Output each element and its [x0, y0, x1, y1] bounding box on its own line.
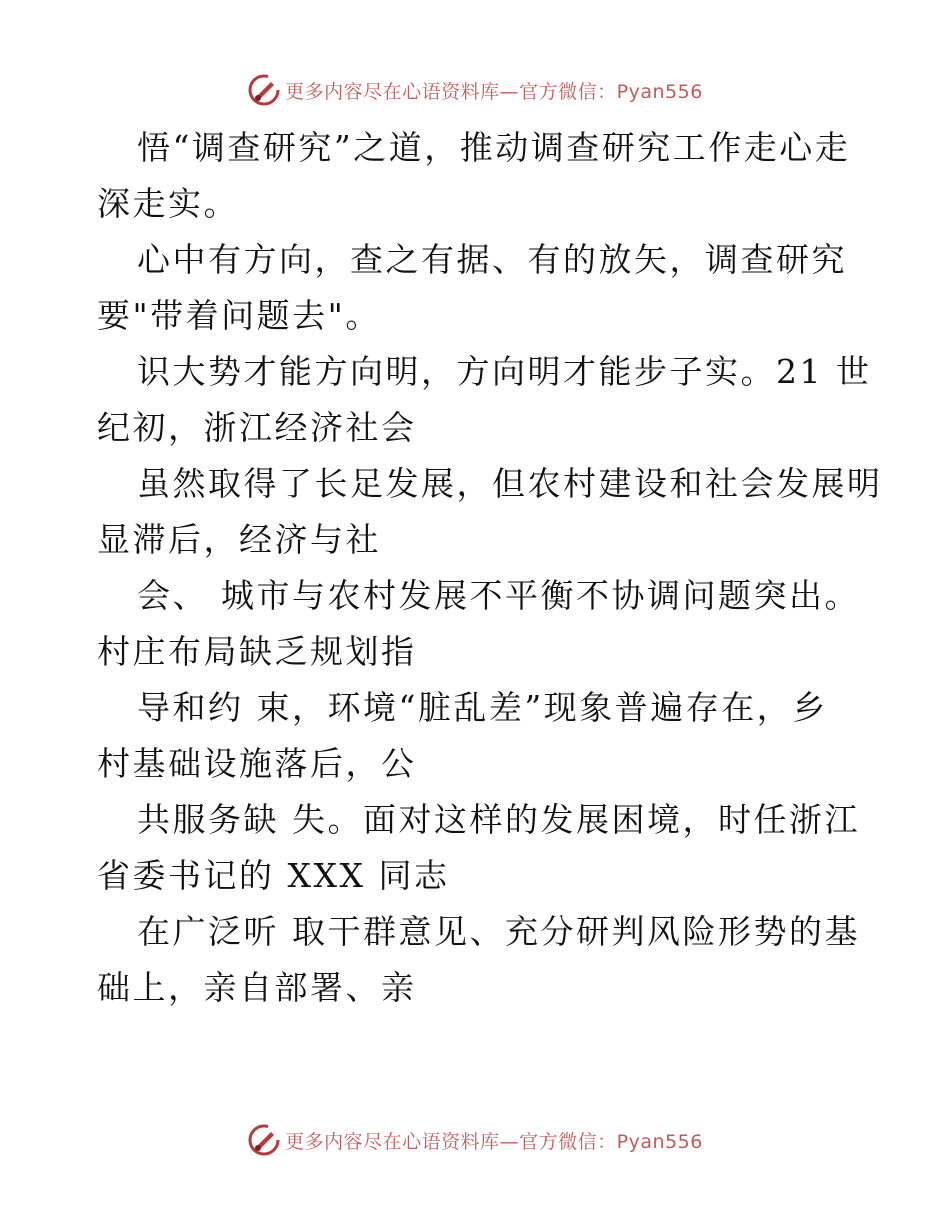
document-body [97, 120, 883, 1016]
paragraph: 虽然取得了长足发展，但农村建设和社会发展明 显滞后，经济与社 [97, 464, 883, 559]
paragraph: 会、 城市与农村发展不平衡不协调问题突出。 村庄布局缺乏规划指 [97, 576, 860, 671]
watermark-text: 更多内容尽在心语资料库—官方微信：Pyan556 [285, 80, 703, 103]
header-watermark [0, 70, 950, 110]
paragraph: 在广泛听 取干群意见、充分研判风险形势的基 础上，亲自部署、亲 [97, 912, 860, 1007]
paragraph: 共服务缺 失。面对这样的发展困境，时任浙江 省委书记的 XXX 同志 [97, 800, 860, 895]
watermark-text: 更多内容尽在心语资料库—官方微信：Pyan556 [285, 1130, 703, 1153]
paragraph: 识大势才能方向明，方向明才能步子实。21 世 纪初，浙江经济社会 [97, 352, 872, 447]
paragraph: 心中有方向，查之有据、有的放矢，调查研究 要"带着问题去"。 [97, 240, 847, 335]
ink-brush-logo-icon [247, 73, 281, 107]
paragraph: 导和约 束，环境“脏乱差”现象普遍存在，乡 村基础设施落后，公 [97, 688, 828, 783]
footer-watermark [0, 1120, 950, 1160]
ink-brush-logo-icon [247, 1123, 281, 1157]
paragraph: 悟“调查研究”之道，推动调查研究工作走心走 深走实。 [97, 128, 851, 223]
